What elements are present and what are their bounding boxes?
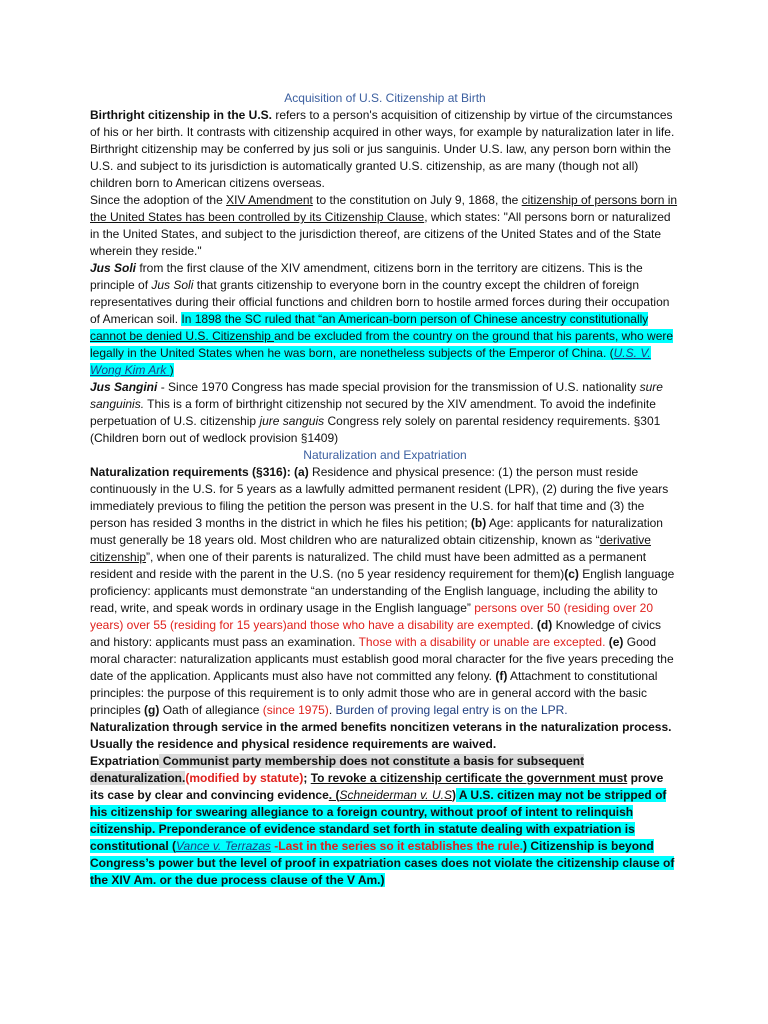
paragraph-expatriation [90,753,680,889]
term-jus-sangini: Jus Sangini [90,380,158,394]
text-run: Knowledge of civics and history: applicants must pass an examination. [90,618,661,649]
text-run: prove its case by clear and convincing evidence [90,771,664,802]
case-citation-wong-kim-ark: U.S. V. Wong Kim Ark [90,346,651,377]
term-jure-sanguis: jure sanguis [259,414,325,428]
text-run: ”, when one of their parents is naturalized. The child must have been admitted as a permanent resident and reside with the parent in the U.S. (no 5 year residency requirement for them) [90,550,647,581]
text-run: from the first clause of the XIV amendment, citizens born in the territory are citizens. This is the principle of [90,261,643,292]
case-citation-vance-terrazas: Vance v. Terrazas [176,839,271,853]
text-run: Since the adoption of the [90,193,227,207]
text-run: ) [169,363,174,377]
highlight-communist-party: Communist party membership does not constitute a basis for subsequent denaturalization. [90,754,585,785]
text-run: Age: applicants for naturalization must generally be 18 years old. Most children who are naturalized obtain citizenship, known as “ [90,516,663,547]
term-expatriation: Expatriation [90,754,160,768]
label-d: (d) [536,618,553,632]
highlight-congress-power: ) Citizenship is beyond Congress’s power but the level of proof in expatriation cases does not violate the citizenship clause of the XIV Am. or the due process clause of the V Am.) [90,839,675,887]
text-run: . [328,703,336,717]
term-jus-soli: Jus Soli [90,261,137,275]
label-e: (e) [605,635,624,649]
term-naturalization-requirements: Naturalization requirements (§316): (a) [90,465,309,479]
text-run: Residence and physical presence: (1) the person must reside continuously in the U.S. for 5 years as a lawfully admitted permanent resident (LPR), (2) during the five years immediately previous to filing the petition the person was present in the U.S. for half that time and (3) the person has resided 3 months in the district in which he files his petition; [90,465,669,530]
paragraph-xiv-amendment [90,192,680,260]
note-language-exemption: persons over 50 (residing over 20 years) over 55 (residing for 15 years)and those who have a disability are exempted [90,601,653,632]
paragraph-birthright [90,107,680,192]
text-run: that grants citizenship to everyone born in the country except the children of foreign representatives during their official functions and children born to hostile armed forces during their occupation of American soil. [90,278,670,326]
term-derivative-citizenship: derivative citizenship [90,533,651,564]
term-jus-soli-inline: Jus Soli [151,278,194,292]
text-run: This is a form of birthright citizenship not secured by the XIV amendment. To avoid the indefinite perpetuation of U.S. citizenship [90,397,656,428]
text-run: English language proficiency: applicants must demonstrate “an understanding of the English language, including the ability to read, write, and speak words in ordinary usage in the English language” [90,567,675,615]
note-civics-exemption: Those with a disability or unable are excepted. [358,635,606,649]
note-burden-of-proof: Burden of proving legal entry is on the LPR. [335,703,568,717]
text-revoke-certificate: To revoke a citizenship certificate the government must [310,771,628,785]
text-run: Congress rely solely on parental residency requirements. §301 (Children born out of wedlock provision §1409) [90,414,661,445]
text-run: Good moral character: naturalization applicants must establish good moral character for the five years preceding the date of the application. Applicants must also have not committed any felony. [90,635,674,683]
case-citation-schneiderman: Schneiderman v. U.S [339,788,452,802]
text-run: ) [451,788,456,802]
page-title: Acquisition of U.S. Citizenship at Birth [284,91,486,105]
paragraph-armed-service: Naturalization through service in the armed benefits noncitizen veterans in the naturalization process. Usually the residence and physical residence requirements are waived. [90,720,672,751]
text-run: ; [303,771,311,785]
note-modified-by-statute: (modified by statute) [185,771,304,785]
text-run: Attachment to constitutional principles: the purpose of this requirement is to only admit those who are in general accord with the basic principles [90,669,658,717]
term-sure-sanguinis: sure sanguinis. [90,380,663,411]
paragraph-text: refers to a person's acquisition of citizenship by virtue of the circumstances of his or her birth. It contrasts with citizenship acquired in other ways, for example by naturalization later in life. Birthright citizenship may be conferred by jus soli or jus sanguinis. Under U.S. law, any person born within the U.S. and subject to its jurisdiction is automatically granted U.S. citizenship, as are many (though not all) children born to American citizens overseas. [90,108,675,190]
highlight-wong-kim-ark: In 1898 the SC ruled that “an American-born person of Chinese ancestry constitutionally [181,312,649,326]
text-run: . [530,618,537,632]
text-run: , which states: "All persons born or naturalized in the United States, and subject to the jurisdiction thereof, are citizens of the United States and of the State wherein they reside." [90,210,671,258]
label-b: (b) [470,516,487,530]
paragraph-jus-soli [90,260,680,379]
term-birthright: Birthright citizenship in the U.S. [90,108,273,122]
note-last-in-series: -Last in the series so it establishes the rule. [270,839,524,853]
text-run: to the constitution on July 9, 1868, the [312,193,522,207]
text-run: - Since 1970 Congress has made special provision for the transmission of U.S. nationality [157,380,640,394]
text-run: Oath of allegiance [159,703,263,717]
paragraph-naturalization [90,464,680,719]
paragraph-jus-sangini [90,379,680,447]
highlight-underlined: cannot be denied U.S. Citizenship [90,329,275,343]
highlight-wong-kim-ark-cont: and be excluded from the country on the ground that his parents, who were legally in the United States when he was born, are nonetheless subjects of the Emperor of China. ( [90,329,674,360]
citizenship-clause-text: citizenship of persons born in the United States has been controlled by its Citizenship Clause [90,193,678,224]
note-since-1975: (since 1975) [262,703,329,717]
label-c: (c) [564,567,579,581]
section-heading: Naturalization and Expatriation [303,448,467,462]
text-run: . ( [328,788,340,802]
label-g: (g) [144,703,160,717]
highlight-allegiance: A U.S. citizen may not be stripped of his citizenship for swearing allegiance to a foreign country, without proof of intent to relinquish citizenship. Preponderance of evidence standard set forth in statute dealing with expatriation is constitutional ( [90,788,667,853]
label-f: (f) [495,669,508,683]
xiv-amendment-link-text: XIV Amendment [226,193,313,207]
document-body [90,90,680,889]
